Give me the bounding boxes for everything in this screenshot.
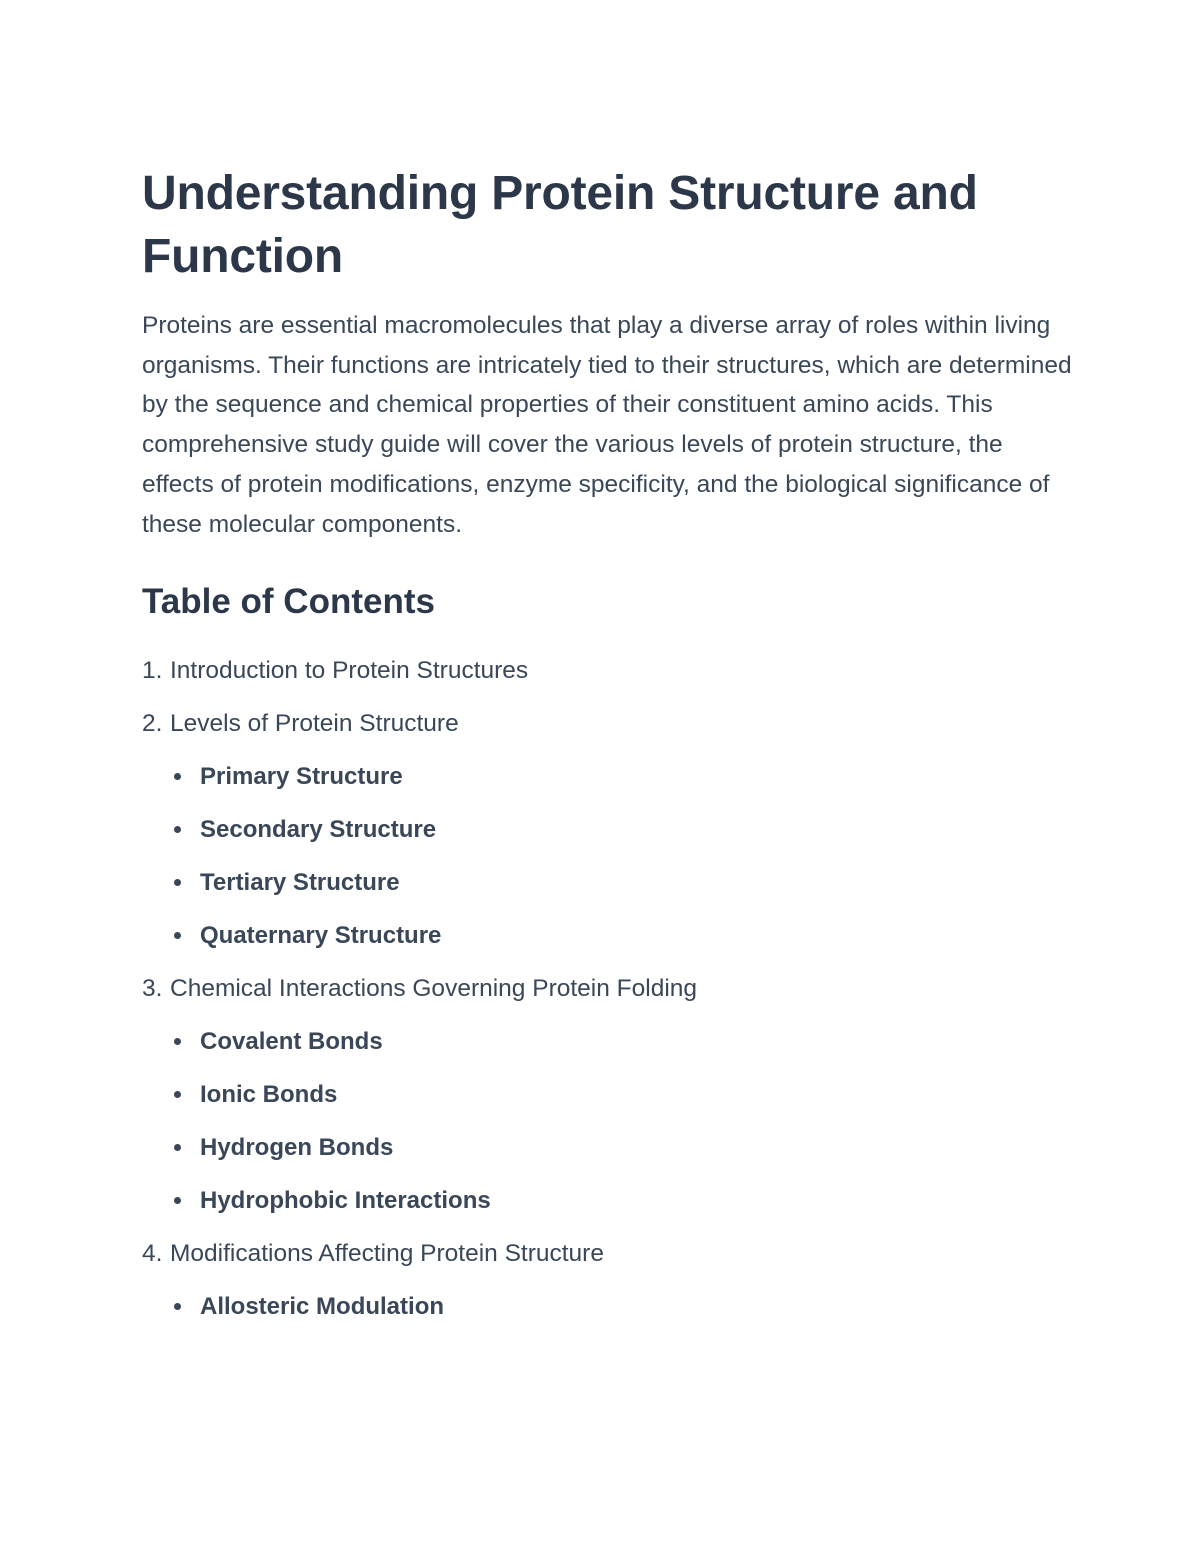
toc-subitem-label: Primary Structure <box>200 763 403 791</box>
toc-subitem-label: Hydrophobic Interactions <box>200 1187 491 1215</box>
toc-item-number: 3. <box>142 975 163 1003</box>
toc-subitem[interactable] <box>172 856 1072 909</box>
toc-item-label: Chemical Interactions Governing Protein Folding <box>170 975 698 1003</box>
toc-subitem-label: Allosteric Modulation <box>200 1293 445 1321</box>
toc-subitem[interactable] <box>172 1280 1072 1333</box>
bullet-icon <box>174 773 181 780</box>
toc-subitem[interactable] <box>172 909 1072 962</box>
toc-item-label: Levels of Protein Structure <box>170 710 459 738</box>
toc-subitem-label: Quaternary Structure <box>200 922 442 950</box>
toc-subitem[interactable] <box>172 1015 1072 1068</box>
document-page <box>142 162 1072 1333</box>
toc-sublist <box>142 1015 1072 1227</box>
bullet-icon <box>174 1144 181 1151</box>
toc-subitem[interactable] <box>172 1068 1072 1121</box>
toc-item-label: Modifications Affecting Protein Structure <box>170 1240 604 1268</box>
toc-item[interactable] <box>142 644 1072 697</box>
toc-subitem-label: Hydrogen Bonds <box>200 1134 394 1162</box>
toc-heading: Table of Contents <box>142 582 435 622</box>
bullet-icon <box>174 1303 181 1310</box>
toc-sublist <box>142 1280 1072 1333</box>
bullet-icon <box>174 879 181 886</box>
bullet-icon <box>174 1091 181 1098</box>
table-of-contents <box>142 644 1072 1333</box>
toc-item-number: 2. <box>142 710 163 738</box>
toc-subitem-label: Secondary Structure <box>200 816 437 844</box>
intro-paragraph: Proteins are essential macromolecules that play a diverse array of roles within living organisms. Their functions are intricately tied to their structures, which are determined by the sequence and chemical properties of their constituent amino acids. This comprehensive study guide will cover the various levels of protein structure, the effects of protein modifications, enzyme specificity, and the biological significance of these molecular components. <box>142 312 1072 538</box>
toc-subitem-label: Ionic Bonds <box>200 1081 338 1109</box>
toc-sublist <box>142 750 1072 962</box>
toc-subitem[interactable] <box>172 1174 1072 1227</box>
toc-item[interactable] <box>142 962 1072 1227</box>
toc-item-number: 4. <box>142 1240 163 1268</box>
toc-item[interactable] <box>142 1227 1072 1333</box>
toc-item[interactable] <box>142 697 1072 962</box>
toc-subitem-label: Covalent Bonds <box>200 1028 383 1056</box>
bullet-icon <box>174 1197 181 1204</box>
toc-subitem[interactable] <box>172 803 1072 856</box>
toc-subitem[interactable] <box>172 1121 1072 1174</box>
toc-item-label: Introduction to Protein Structures <box>170 657 529 685</box>
bullet-icon <box>174 932 181 939</box>
toc-item-number: 1. <box>142 657 163 685</box>
toc-subitem-label: Tertiary Structure <box>200 869 400 897</box>
page-title: Understanding Protein Structure and Function <box>142 167 978 283</box>
bullet-icon <box>174 1038 181 1045</box>
bullet-icon <box>174 826 181 833</box>
toc-subitem[interactable] <box>172 750 1072 803</box>
